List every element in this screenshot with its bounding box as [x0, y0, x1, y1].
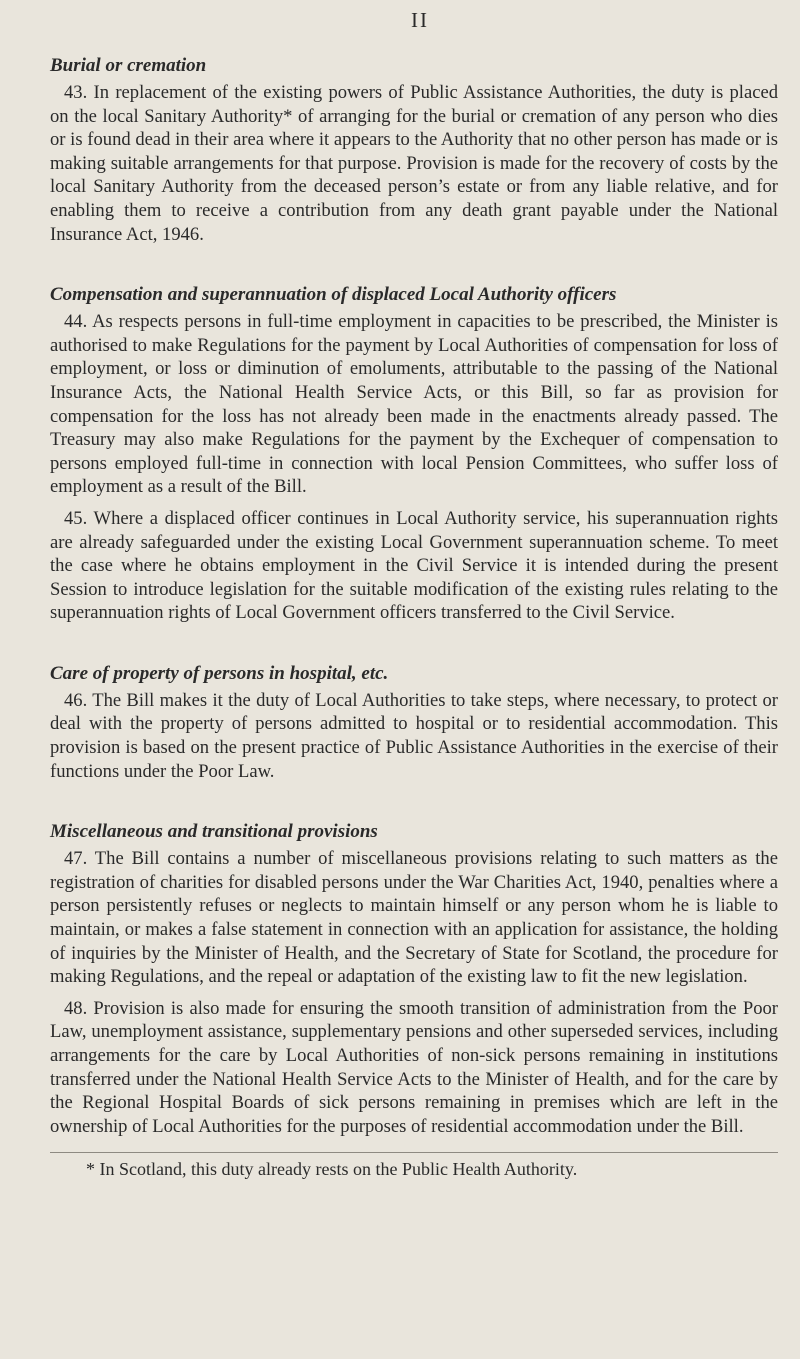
section-burial — [50, 55, 778, 246]
paragraph-45: 45. Where a displaced officer continues in Local Authority service, his superannuation rights are already safeguarded under the existing Local Government superannuation scheme. To meet the case where he obtains employment in the Civil Service it is intended during the present Session to introduce legislation for the suitable modification of the existing rules relating to the superannuation rights of Local Government officers transferred to the Civil Service. — [50, 507, 778, 624]
section-heading: Burial or cremation — [50, 55, 207, 76]
paragraph-48: 48. Provision is also made for ensuring the smooth transition of administration from the Poor Law, unemployment assistance, supplementary pensions and other superseded services, including arrangements for the care by Local Authorities of non-sick persons remaining in institutions transferred under the National Health Service Acts to the Minister of Health, and for the care by the Regional Hospital Boards of sick persons remaining in premises which are left in the ownership of Local Authorities for the purposes of residential accommodation under the Bill. — [50, 997, 778, 1137]
paragraph-43: 43. In replacement of the existing powers of Public Assistance Authorities, the duty is placed on the local Sanitary Authority* of arranging for the burial or cremation of any person who dies or is found dead in their area where it appears to the Authority that no other person has made or is making suitable arrangements for that purpose. Provision is made for the recovery of costs by the local Sanitary Authority from the deceased person’s estate or from any liable relative, and for enabling them to receive a contribution from any death grant payable under the National Insurance Act, 1946. — [50, 82, 778, 245]
footnote-divider — [50, 1152, 778, 1153]
section-heading: Care of property of persons in hospital, etc. — [50, 662, 389, 684]
paragraph-46: 46. The Bill makes it the duty of Local Authorities to take steps, where necessary, to protect or deal with the property of persons admitted to hospital or to residential accommodation. This provision is based on the present practice of Public Assistance Authorities in the exercise of their functions under the Poor Law. — [50, 689, 778, 782]
paragraph-47: 47. The Bill contains a number of miscellaneous provisions relating to such matters as the registration of charities for disabled persons under the War Charities Act, 1940, penalties where a person persistently refuses or neglects to maintain himself or any person whom he is liable to maintain, or makes a false statement in connection with an application for assistance, the holding of inquiries by the Minister of Health, and the Secretary of State for Scotland, the procedure for making Regulations, and the repeal or adaptation of the existing law to fit the new legislation. — [50, 848, 778, 988]
section-heading: Compensation and superannuation of displaced Local Authority officers — [50, 284, 617, 306]
footnote: * In Scotland, this duty already rests on the Public Health Authority. — [86, 1159, 578, 1180]
section-miscellaneous — [50, 821, 778, 1138]
section-heading: Miscellaneous and transitional provisions — [50, 821, 378, 843]
paragraph-44: 44. As respects persons in full-time employment in capacities to be prescribed, the Minister is authorised to make Regulations for the payment by Local Authorities of compensation for loss of employment, or loss or diminution of emoluments, attributable to the passing of the National Insurance Acts, the National Health Service Acts, or this Bill, so far as provision for compensation for the loss has not already been made in the enactments already passed. The Treasury may also make Regulations for the payment by the Exchequer of compensation to persons employed full-time in connection with local Pension Committees, who suffer loss of employment as a result of the Bill. — [50, 311, 778, 498]
section-care-of-property — [50, 663, 778, 783]
page-number: II — [411, 8, 429, 32]
section-compensation — [50, 284, 778, 625]
